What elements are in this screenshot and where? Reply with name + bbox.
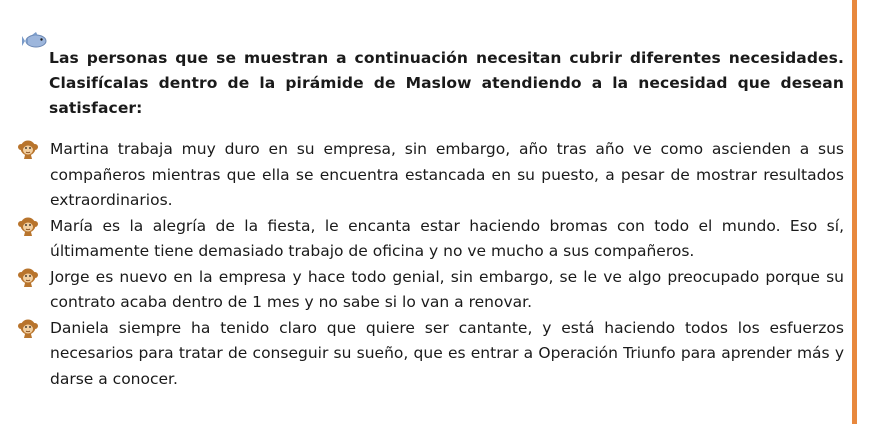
list-item-text: Jorge es nuevo en la empresa y hace todo genial, sin embargo, se le ve algo preocupado porque su contrato acaba dentro de 1 mes y no sabe si lo van a renovar. bbox=[50, 267, 844, 311]
cases-list bbox=[17, 137, 844, 392]
list-item-text: Daniela siempre ha tenido claro que quiere ser cantante, y está haciendo todos los esfuerzos necesarios para tratar de conseguir su sueño, que es entrar a Operación Triunfo para aprender más y darse a conocer. bbox=[50, 318, 844, 388]
monkey-icon bbox=[17, 317, 39, 339]
fish-icon bbox=[22, 31, 48, 51]
list-item-text: Martina trabaja muy duro en su empresa, sin embargo, año tras año ve como ascienden a sus compañeros mientras que ella se encuentra estancada en su puesto, a pesar de mostrar resultados extraordinarios. bbox=[50, 140, 844, 209]
instructions-text: Las personas que se muestran a continuación necesitan cubrir diferentes necesidades. Clasifícalas dentro de la pirámide de Maslow atendiendo a la necesidad que desean satisfacer: bbox=[49, 48, 844, 117]
list-item bbox=[17, 137, 844, 214]
list-item bbox=[17, 265, 844, 316]
list-item bbox=[17, 316, 844, 393]
list-item bbox=[17, 214, 844, 265]
monkey-icon bbox=[17, 266, 39, 288]
monkey-icon bbox=[17, 215, 39, 237]
monkey-icon bbox=[17, 138, 39, 160]
list-item-text: María es la alegría de la fiesta, le encanta estar haciendo bromas con todo el mundo. Eso sí, últimamente tiene demasiado trabajo de oficina y no ve mucho a sus compañeros. bbox=[50, 216, 844, 260]
page-border-right bbox=[852, 0, 857, 424]
